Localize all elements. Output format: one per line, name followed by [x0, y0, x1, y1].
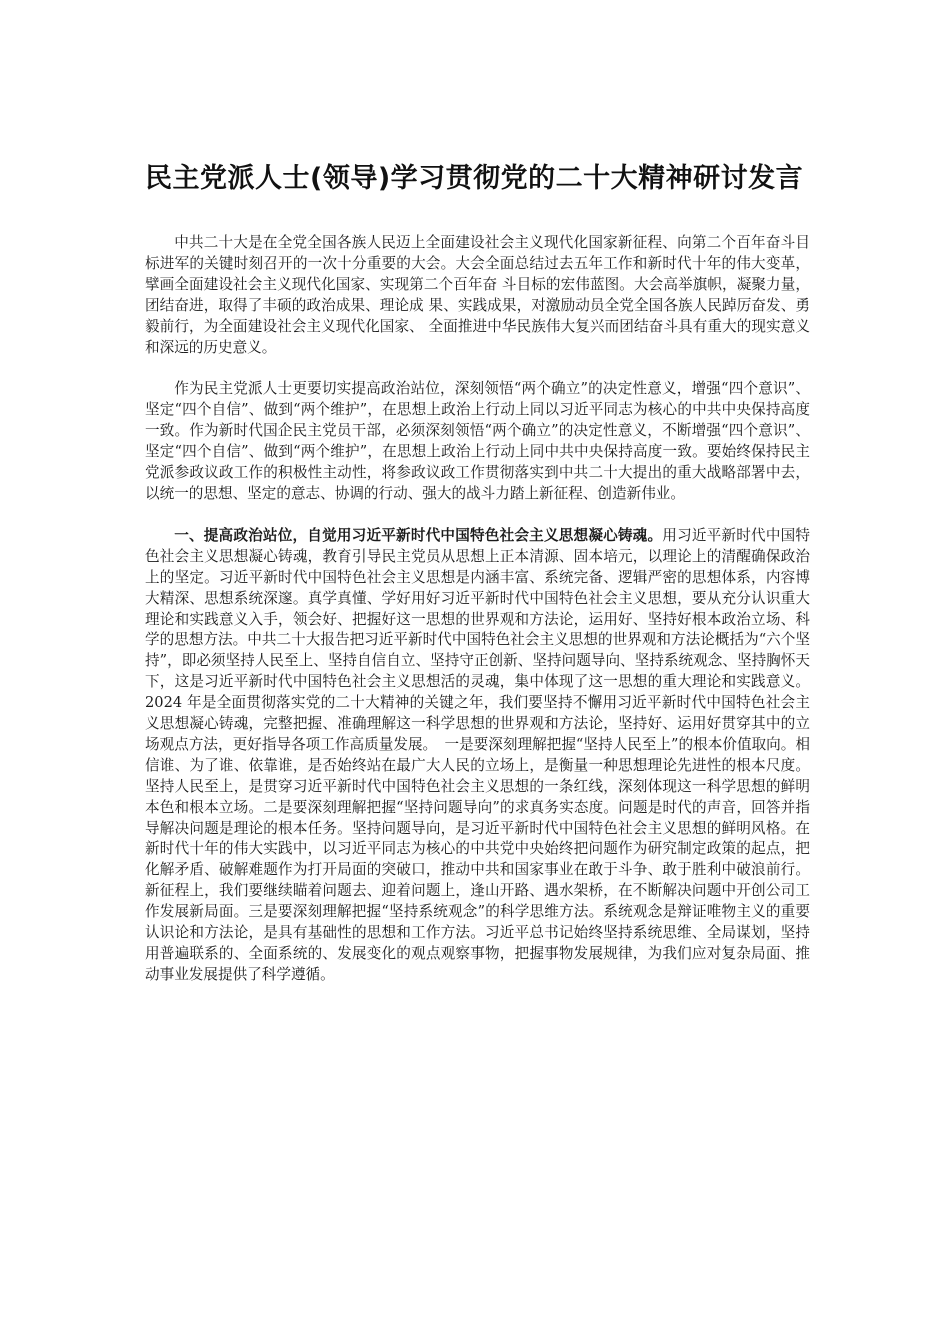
paragraph-2-text: 作为民主党派人士更要切实提高政治站位，深刻领悟“两个确立”的决定性意义，增强“四个意识”、坚定“四个自信”、做到“两个维护”，在思想上政治上行动上同以习近平同志为核心的中共中央保持高度一致。作为新时代国企民主党员干部，必须深刻领悟“两个确立”的决定性意义，不断增强“四个意识”、坚定“四个自信”、做到“两个维护”，在思想上政治上行动上同中共中央保持高度一致。要始终保持民主党派参政议政工作的积极性主动性，将参政议政工作贯彻落实到中共二十大提出的重大战略部署中去，以统一的思想、坚定的意志、协调的行动、强大的战斗力踏上新征程、创造新伟业。: [145, 380, 810, 502]
paragraph-3: [145, 526, 810, 986]
section-heading: 一、提高政治站位，自觉用习近平新时代中国特色社会主义思想凝心铸魂。: [174, 526, 663, 544]
document-page: [145, 160, 810, 1007]
paragraph-1-text: 中共二十大是在全党全国各族人民迈上全面建设社会主义现代化国家新征程、向第二个百年奋斗目标进军的关键时刻召开的一次十分重要的大会。大会全面总结过去五年工作和新时代十年的伟大变革，擘画全面建设社会主义现代化国家、实现第二个百年奋 斗目标的宏伟蓝图。大会高举旗帜，凝聚力量，团结奋进，取得了丰硕的政治成果、理论成 果、实践成果，对激励动员全党全国各族人民踔厉奋发、勇毅前行，为全面建设社会主义现代化国家、 全面推进中华民族伟大复兴而团结奋斗具有重大的现实意义和深远的历史意义。: [145, 234, 810, 356]
paragraph-1: [145, 233, 810, 358]
paragraph-3-text: 用习近平新时代中国特色社会主义思想凝心铸魂，教育引导民主党员从思想上正本清源、固本培元，以理论上的清醒确保政治上的坚定。习近平新时代中国特色社会主义思想是内涵丰富、系统完备、逻辑严密的思想体系，内容博大精深、思想系统深邃。真学真懂、学好用好习近平新时代中国特色社会主义思想，要从充分认识重大理论和实践意义入手，领会好、把握好这一思想的世界观和方法论，运用好、坚持好根本政治立场、科学的思想方法。中共二十大报告把习近平新时代中国特色社会主义思想的世界观和方法论概括为“六个坚持”，即必须坚持人民至上、坚持自信自立、坚持守正创新、坚持问题导向、坚持系统观念、坚持胸怀天下，这是习近平新时代中国特色社会主义思想活的灵魂，集中体现了这一思想的重大理论和实践意义。2024 年是全面贯彻落实党的二十大精神的关键之年，我们要坚持不懈用习近平新时代中国特色社会主义思想凝心铸魂，完整把握、准确理解这一科学思想的世界观和方法论，坚持好、运用好贯穿其中的立场观点方法，更好指导各项工作高质量发展。 一是要深刻理解把握“坚持人民至上”的根本价值取向。相信谁、为了谁、依靠谁，是否始终站在最广大人民的立场上，是衡量一种思想理论先进性的根本尺度。坚持人民至上，是贯穿习近平新时代中国特色社会主义思想的一条红线，深刻体现这一科学思想的鲜明本色和根本立场。二是要深刻理解把握“坚持问题导向”的求真务实态度。问题是时代的声音，回答并指导解决问题是理论的根本任务。坚持问题导向，是习近平新时代中国特色社会主义思想的鲜明风格。在新时代十年的伟大实践中，以习近平同志为核心的中共党中央始终把问题作为研究制定政策的起点，把化解矛盾、破解难题作为打开局面的突破口，推动中共和国家事业在敢于斗争、敢于胜利中破浪前行。新征程上，我们要继续瞄着问题去、迎着问题上，逢山开路、遇水架桥，在不断解决问题中开创公司工作发展新局面。三是要深刻理解把握“坚持系统观念”的科学思维方法。系统观念是辩证唯物主义的重要认识论和方法论，是具有基础性的思想和工作方法。习近平总书记始终坚持系统思维、全局谋划，坚持用普遍联系的、全面系统的、发展变化的观点观察事物，把握事物发展规律，为我们应对复杂局面、推动事业发展提供了科学遵循。: [145, 526, 810, 983]
paragraph-2: [145, 379, 810, 504]
document-title: 民主党派人士(领导)学习贯彻党的二十大精神研讨发言: [145, 163, 804, 194]
